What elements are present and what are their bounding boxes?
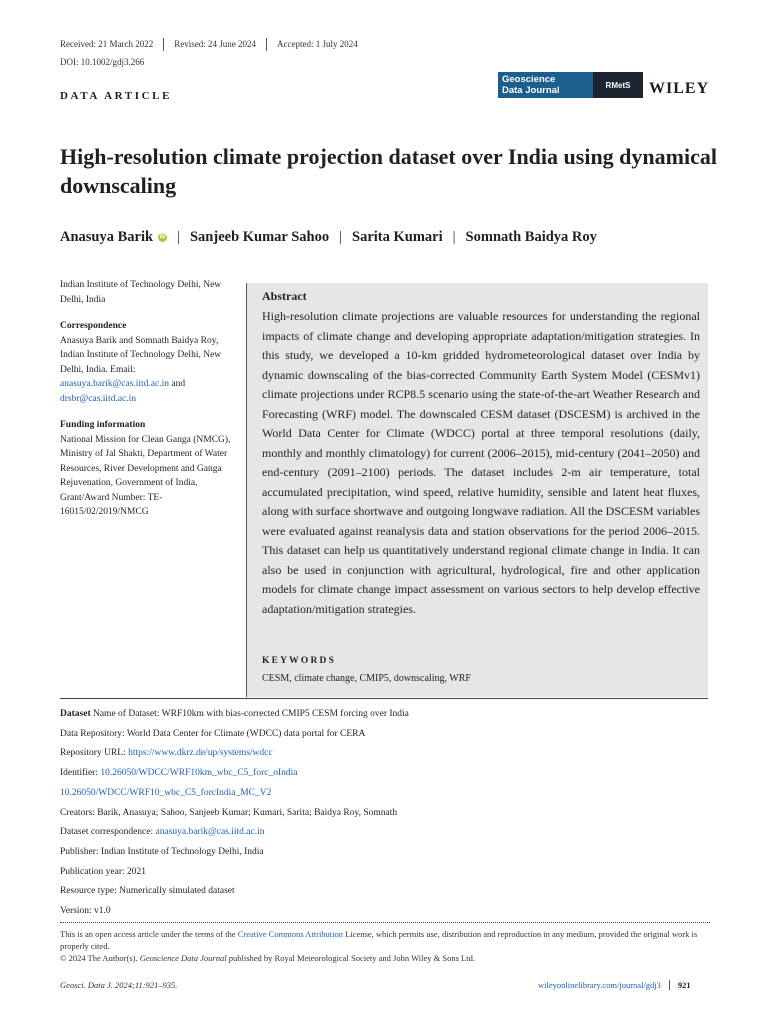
cc-license-link[interactable]: Creative Commons Attribution	[237, 929, 344, 939]
footer-right	[538, 980, 691, 990]
footer-citation: Geosci. Data J. 2024;11:921–935.	[60, 980, 178, 990]
journal-logo-text: Geoscience Data Journal	[498, 72, 593, 98]
abstract-divider	[246, 283, 247, 697]
dataset-identifier-row: Identifier: 10.26050/WDCC/WRF10km_wbc_C5_forc_oIndia	[60, 768, 298, 779]
abstract-body: High-resolution climate projections are valuable resources for understanding the regional impacts of climate change and developing appropriate adaptation/mitigation strategies. In this study, we developed a 10-km gridded hydrometeorological dataset over India by dynamic downscaling of the bias-corrected Community Earth System Model (CESMv1) climate projections under RCP8.5 scenario using the state-of-the-art Weather Research and Forecasting (WRF) model. The downscaled CESM dataset (DSCESM) is archived in the World Data Center for Climate (WDCC) portal at three temporal resolutions (daily, monthly and monthly climatology) for current (2006–2015), mid-century (2041–2050) and end-century (2091–2100) periods. The dataset includes 2-m air temperature, total accumulated precipitation, wind speed, relative humidity, sensible and latent heat fluxes, along with surface shortwave and outgoing longwave radiation. All the DSCESM variables were evaluated against reanalysis data and station observations for the period 2006–2015. This dataset can help us quantitatively understand regional climate change in India. It can also be used in conjunction with agricultural, hydrological, fire and other application models for climate change impact assessment on various sectors to help develop effective adaptation/mitigation strategies.	[262, 309, 700, 616]
dataset-identifier-row-2	[60, 784, 710, 804]
author-2[interactable]: Sanjeeb Kumar Sahoo	[189, 229, 330, 245]
license-divider	[60, 922, 710, 923]
dataset-resource-type: Resource type: Numerically simulated dataset	[60, 886, 235, 897]
author-4[interactable]: Somnath Baidya Roy	[465, 229, 597, 245]
dataset-name: Dataset Name of Dataset: WRF10km with bias-corrected CMIP5 CESM forcing over India	[60, 709, 409, 719]
author-separator: |	[339, 229, 343, 245]
author-separator: |	[177, 229, 180, 245]
dataset-correspondence-email[interactable]: anasuya.barik@cas.iitd.ac.in	[155, 827, 265, 838]
dataset-version: Version: v1.0	[60, 906, 111, 917]
dataset-year: Publication year: 2021	[60, 866, 147, 877]
publisher-logo[interactable]: WILEY	[649, 80, 710, 97]
article-type: DATA ARTICLE	[60, 90, 173, 102]
author-list	[60, 229, 597, 246]
society-logo: RMetS	[593, 72, 643, 98]
accepted-date: Accepted: 1 July 2024	[266, 38, 368, 51]
keywords-heading: KEYWORDS	[262, 656, 337, 666]
dataset-repository: Data Repository: World Data Center for Climate (WDCC) data portal for CERA	[60, 728, 366, 739]
page-number: 921	[669, 980, 691, 990]
funding-text: National Mission for Clean Ganga (NMCG), Ministry of Jal Shakti, Department of Water Resources, River Development and Ganga Rejuvenation, Government of India, Grant/Award Number: TE-16015/02/2019/NMCG	[60, 434, 231, 517]
publication-dates	[60, 38, 368, 51]
license-notice: This is an open access article under the terms of the Creative Commons Attribution License, which permits use, distribution and reproduction in any medium, provided the original work is properly cited. © 2024 The Author(s). Geoscience Data Journal published by Royal Meteorological Society and John Wiley & Sons Ltd.	[60, 928, 710, 964]
copyright: © 2024 The Author(s). Geoscience Data Journal published by Royal Meteorological Society and John Wiley & Sons Ltd.	[60, 953, 475, 963]
revised-date: Revised: 24 June 2024	[163, 38, 266, 51]
section-divider	[60, 698, 708, 699]
article-info-sidebar	[60, 278, 240, 520]
dataset-url-row: Repository URL: https://www.dkrz.de/up/systems/wdcc	[60, 748, 273, 759]
identifier-link-2[interactable]: 10.26050/WDCC/WRF10_wbc_C5_forcIndia_MC_V2	[60, 787, 272, 798]
orcid-icon[interactable]: iD	[159, 234, 166, 240]
dataset-info	[60, 705, 710, 922]
identifier-link-1[interactable]: 10.26050/WDCC/WRF10km_wbc_C5_forc_oIndia	[100, 768, 298, 779]
doi[interactable]: DOI: 10.1002/gdj3.266	[60, 57, 145, 67]
dataset-publisher: Publisher: Indian Institute of Technology Delhi, India	[60, 846, 264, 857]
repository-url-link[interactable]: https://www.dkrz.de/up/systems/wdcc	[128, 748, 273, 759]
received-date: Received: 21 March 2022	[60, 39, 154, 49]
abstract-heading: Abstract	[262, 289, 307, 303]
journal-site-link[interactable]: wileyonlinelibrary.com/journal/gdj3	[538, 980, 661, 990]
correspondence-email-1[interactable]: anasuya.barik@cas.iitd.ac.in	[60, 379, 169, 389]
article-title: High-resolution climate projection dataset over India using dynamical downscaling	[60, 144, 717, 198]
keywords: CESM, climate change, CMIP5, downscaling, WRF	[262, 673, 471, 684]
author-separator: |	[452, 229, 456, 245]
funding-heading: Funding information	[60, 420, 146, 430]
correspondence-heading: Correspondence	[60, 321, 127, 331]
correspondence-email-2[interactable]: drsbr@cas.iitd.ac.in	[60, 393, 137, 404]
dataset-creators: Creators: Barik, Anasuya; Sahoo, Sanjeeb Kumar; Kumari, Sarita; Baidya Roy, Somnath	[60, 807, 398, 818]
journal-logo[interactable]	[498, 72, 643, 98]
author-3[interactable]: Sarita Kumari	[352, 229, 443, 245]
correspondence-text: Anasuya Barik and Somnath Baidya Roy, Indian Institute of Technology Delhi, New Delhi, India. Email: anasuya.barik@cas.iitd.ac.in and drsbr@cas.iitd.ac.in	[60, 335, 222, 404]
affiliation: Indian Institute of Technology Delhi, New Delhi, India	[60, 280, 222, 305]
dataset-correspondence-row: Dataset correspondence: anasuya.barik@cas.iitd.ac.in	[60, 827, 265, 838]
author-1[interactable]: Anasuya Barik	[60, 229, 154, 245]
